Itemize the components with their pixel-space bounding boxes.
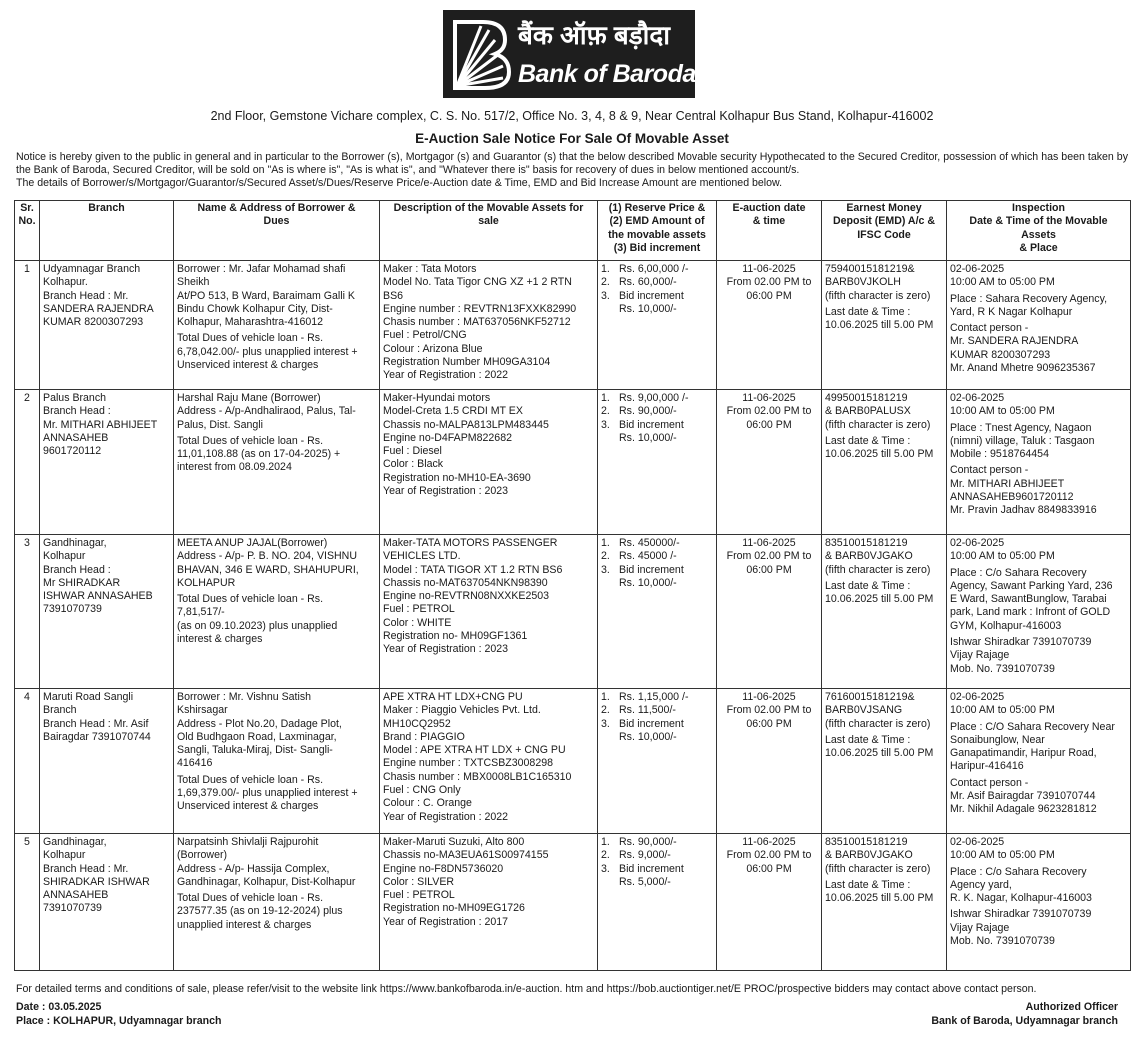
asset-line: Maker : Piaggio Vehicles Pvt. Ltd. — [383, 704, 541, 717]
reserve-item: 2. Rs. 60,000/- — [601, 276, 677, 289]
borrower-line: Sheikh — [177, 276, 210, 289]
footer-terms: For detailed terms and conditions of sale, please refer/visit to the website link https://www.bankofbaroda.in/e-auction. htm and https://bob.auctiontiger.net/E PROC/prospective bidders may contact above contact person. — [16, 983, 1037, 995]
asset-cell — [380, 689, 598, 834]
asset-line: Maker : Tata Motors — [383, 263, 477, 275]
asset-line: Year of Registration : 2023 — [383, 643, 509, 656]
inspection-cell — [947, 834, 1131, 971]
reserve-item: 3. Bid increment — [601, 418, 684, 431]
auction-cell — [717, 535, 822, 689]
auction-line: 11-06-2025 — [742, 263, 796, 275]
reserve-item: 3. Bid increment — [601, 289, 684, 302]
inspection-place-line: Agency yard, — [950, 878, 1012, 891]
inspection-cell — [947, 535, 1131, 689]
contact-line: Mr. Anand Mhetre 9096235367 — [950, 362, 1096, 375]
lastdate-line: Last date & Time : — [825, 579, 911, 592]
asset-line: Engine no-D4FAPM822682 — [383, 431, 512, 444]
branch-line: ISHWAR ANNASAHEB — [43, 590, 153, 603]
header-sr: Sr. No. — [15, 201, 40, 261]
reserve-cell — [598, 261, 717, 390]
inspection-cell — [947, 390, 1131, 535]
header-branch: Branch — [40, 201, 174, 261]
inspection-time-line: 02-06-2025 — [950, 836, 1005, 848]
borrower-line: Narpatsinh Shivlalji Rajpurohit — [177, 836, 319, 848]
reserve-list — [601, 691, 713, 731]
asset-line: VEHICLES LTD. — [383, 550, 461, 563]
notice-paragraph: Notice is hereby given to the public in general and in particular to the Borrower (s), Mortgagor (s) and Guarantor (s) that the below described Movable security Hypothecated to the Secured Creditor, possession of which has been taken by the Bank of Baroda, Secured Creditor, will be sold on "As is where is", "As is what is", and "Whatever there is" basis for recovery of dues in below mentioned account/s. — [16, 151, 1128, 176]
branch-line: Udyamnagar Branch — [43, 263, 141, 275]
asset-line: Year of Registration : 2023 — [383, 485, 509, 498]
borrower-line: Borrower : Mr. Jafar Mohamad shafi — [177, 263, 346, 275]
inspection-place-line: Place : C/o Sahara Recovery — [950, 865, 1087, 878]
emd-line: 49950015181219 — [825, 392, 908, 404]
branch-line: SANDERA RAJENDRA — [43, 302, 154, 315]
inspection-time-line: 10:00 AM to 05:00 PM — [950, 550, 1055, 563]
reserve-cell — [598, 689, 717, 834]
borrower-cell — [174, 834, 380, 971]
branch-line: Kolhapur — [43, 849, 86, 862]
inspection-time-line: 02-06-2025 — [950, 691, 1005, 703]
borrower-line: 416416 — [177, 757, 213, 770]
branch-line: Kolhapur — [43, 550, 86, 563]
contact-line: Mr. SANDERA RAJENDRA — [950, 335, 1079, 348]
reserve-item: 2. Rs. 9,000/- — [601, 849, 671, 862]
branch-cell — [40, 390, 174, 535]
asset-line: Fuel : Petrol/CNG — [383, 329, 467, 342]
emd-line: BARB0VJKOLH — [825, 276, 901, 289]
asset-line: MH10CQ2952 — [383, 717, 451, 730]
auction-line: 11-06-2025 — [742, 691, 796, 703]
asset-line: Maker-Maruti Suzuki, Alto 800 — [383, 836, 525, 848]
branch-line: Mr SHIRADKAR — [43, 576, 121, 589]
reserve-list — [601, 836, 713, 876]
reserve-item: 3. Bid increment — [601, 862, 684, 875]
borrower-line: Address - A/p- Hassija Complex, — [177, 862, 330, 875]
lastdate-line: Last date & Time : — [825, 434, 911, 447]
reserve-cell — [598, 390, 717, 535]
table-row — [15, 261, 1131, 390]
inspection-place-line: Haripur-416416 — [950, 760, 1024, 773]
contact-line: Mob. No. 7391070739 — [950, 662, 1055, 675]
asset-line: Fuel : Diesel — [383, 445, 442, 458]
branch-line: SHIRADKAR ISHWAR — [43, 875, 150, 888]
table-row — [15, 535, 1131, 689]
contact-line: ANNASAHEB9601720112 — [950, 491, 1074, 504]
contact-line: Mr. Asif Bairagdar 7391070744 — [950, 790, 1096, 803]
inspection-place-line: R. K. Nagar, Kolhapur-416003 — [950, 892, 1092, 905]
asset-line: Engine number : TXTCSBZ3008298 — [383, 757, 553, 770]
auction-line: 06:00 PM — [746, 717, 792, 730]
inspection-place-line: Place : C/o Sahara Recovery — [950, 566, 1087, 579]
branch-line: Bairagdar 7391070744 — [43, 730, 151, 743]
inspection-time-line: 10:00 AM to 05:00 PM — [950, 276, 1055, 289]
baroda-sun-icon — [449, 16, 513, 92]
borrower-line: Gandhinagar, Kolhapur, Dist-Kolhapur — [177, 875, 356, 888]
branch-line: Branch Head : Mr. Asif — [43, 717, 149, 730]
asset-line: Color : SILVER — [383, 875, 455, 888]
sr-cell: 1 — [15, 261, 40, 390]
asset-line: Fuel : PETROL — [383, 889, 455, 902]
auction-cell — [717, 390, 822, 535]
contact-line: Contact person - — [950, 776, 1029, 789]
borrower-line: BHAVAN, 346 E WARD, SHAHUPURI, — [177, 563, 359, 576]
asset-line: Engine no-REVTRN08NXXKE2503 — [383, 590, 550, 603]
asset-line: Maker-Hyundai motors — [383, 392, 491, 404]
inspection-time-line: 10:00 AM to 05:00 PM — [950, 849, 1055, 862]
asset-line: Maker-TATA MOTORS PASSENGER — [383, 537, 558, 549]
emd-line: 83510015181219 — [825, 836, 908, 848]
logo-english-text: Bank of Baroda — [518, 60, 696, 88]
contact-line: Vijay Rajage — [950, 649, 1010, 662]
borrower-line: Borrower : Mr. Vishnu Satish — [177, 691, 312, 703]
contact-line: Mr. Nikhil Adagale 9623281812 — [950, 803, 1097, 816]
inspection-place-line: Place : Sahara Recovery Agency, — [950, 292, 1108, 305]
borrower-cell — [174, 535, 380, 689]
reserve-list — [601, 263, 713, 303]
bid-increment-value: Rs. 10,000/- — [619, 730, 677, 743]
branch-address: 2nd Floor, Gemstone Vichare complex, C. S. No. 517/2, Office No. 3, 4, 8 & 9, Near Central Kolhapur Bus Stand, Kolhapur-416002 — [210, 109, 934, 123]
asset-line: Brand : PIAGGIO — [383, 730, 465, 743]
auction-cell — [717, 834, 822, 971]
borrower-line: Address - A/p- P. B. NO. 204, VISHNU — [177, 550, 357, 563]
reserve-item: 2. Rs. 11,500/- — [601, 704, 676, 717]
branch-cell — [40, 834, 174, 971]
auction-line: From 02.00 PM to — [726, 704, 812, 717]
borrower-line: (Borrower) — [177, 849, 228, 862]
asset-line: Engine no-F8DN5736020 — [383, 862, 504, 875]
footer-date: Date : 03.05.2025 — [16, 1001, 102, 1013]
branch-line: Branch Head : Mr. — [43, 289, 129, 302]
contact-line: Contact person - — [950, 464, 1029, 477]
footer-place: Place : KOLHAPUR, Udyamnagar branch — [16, 1015, 222, 1027]
asset-line: APE XTRA HT LDX+CNG PU — [383, 691, 523, 703]
borrower-cell — [174, 390, 380, 535]
asset-line: Model-Creta 1.5 CRDI MT EX — [383, 405, 523, 418]
header-emd: Earnest Money Deposit (EMD) A/c & IFSC Code — [822, 201, 947, 261]
contact-line: Mob. No. 7391070739 — [950, 935, 1055, 948]
branch-line: Palus Branch — [43, 392, 107, 404]
footer-row-2 — [16, 1015, 1118, 1027]
auction-line: From 02.00 PM to — [726, 849, 812, 862]
reserve-item: 1. Rs. 6,00,000 /- — [601, 263, 689, 275]
dues-line: Unserviced interest & charges — [177, 359, 319, 372]
sr-cell: 5 — [15, 834, 40, 971]
branch-line: 7391070739 — [43, 902, 102, 915]
branch-line: Mr. MITHARI ABHIJEET — [43, 418, 158, 431]
bid-increment-value: Rs. 10,000/- — [619, 576, 677, 589]
asset-line: Chasis number : MAT637056NKF52712 — [383, 316, 571, 329]
inspection-place-line: E Ward, SawantBunglow, Tarabai — [950, 593, 1107, 606]
dues-line: Total Dues of vehicle loan - Rs. — [177, 332, 324, 345]
asset-cell — [380, 390, 598, 535]
branch-line: Maruti Road Sangli — [43, 691, 134, 703]
auction-line: From 02.00 PM to — [726, 550, 812, 563]
header-auction-date: E-auction date & time — [717, 201, 822, 261]
emd-line: (fifth character is zero) — [825, 289, 931, 302]
inspection-place-line: GYM, Kolhapur-416003 — [950, 619, 1062, 632]
branch-cell — [40, 689, 174, 834]
inspection-place-line: Ganapatimandir, Haripur Road, — [950, 747, 1097, 760]
borrower-line: Palus, Dist. Sangli — [177, 418, 263, 431]
dues-line: Total Dues of vehicle loan - Rs. — [177, 434, 324, 447]
auction-line: 06:00 PM — [746, 289, 792, 302]
auction-line: 06:00 PM — [746, 563, 792, 576]
asset-line: BS6 — [383, 289, 404, 302]
lastdate-line: 10.06.2025 till 5.00 PM — [825, 319, 934, 332]
asset-line: Registration no-MH09EG1726 — [383, 902, 525, 915]
inspection-cell — [947, 261, 1131, 390]
emd-line: & BARB0VJGAKO — [825, 849, 913, 862]
asset-line: Engine number : REVTRN13FXXK82990 — [383, 302, 577, 315]
asset-cell — [380, 261, 598, 390]
branch-line: ANNASAHEB — [43, 431, 109, 444]
sr-cell: 4 — [15, 689, 40, 834]
asset-cell — [380, 834, 598, 971]
inspection-time-line: 10:00 AM to 05:00 PM — [950, 704, 1055, 717]
asset-line: Model : APE XTRA HT LDX + CNG PU — [383, 744, 566, 757]
asset-line: Chassis no-MALPA813LPM483445 — [383, 418, 549, 431]
inspection-place-line: Yard, R K Nagar Kolhapur — [950, 305, 1073, 318]
auction-line: From 02.00 PM to — [726, 276, 812, 289]
asset-line: Chasis number : MBX0008LB1C165310 — [383, 770, 572, 783]
contact-line: Vijay Rajage — [950, 921, 1010, 934]
auction-table — [14, 200, 1131, 971]
dues-line: Total Dues of vehicle loan - Rs. — [177, 593, 324, 606]
lastdate-line: Last date & Time : — [825, 878, 911, 891]
contact-line: Ishwar Shiradkar 7391070739 — [950, 636, 1092, 649]
lastdate-line: 10.06.2025 till 5.00 PM — [825, 448, 934, 461]
reserve-item: 2. Rs. 90,000/- — [601, 405, 677, 418]
auction-line: 06:00 PM — [746, 418, 792, 431]
lastdate-line: Last date & Time : — [825, 305, 911, 318]
sr-cell: 2 — [15, 390, 40, 535]
dues-line: Total Dues of vehicle loan - Rs. — [177, 773, 324, 786]
lastdate-line: 10.06.2025 till 5.00 PM — [825, 747, 934, 760]
borrower-line: KOLHAPUR — [177, 576, 236, 589]
auction-line: From 02.00 PM to — [726, 405, 812, 418]
lastdate-line: 10.06.2025 till 5.00 PM — [825, 892, 934, 905]
header-inspection: Inspection Date & Time of the Movable Assets & Place — [947, 201, 1131, 261]
reserve-list — [601, 537, 713, 577]
borrower-line: Bindu Chowk Kolhapur City, Dist- — [177, 302, 333, 315]
table-header-row — [15, 201, 1131, 261]
emd-cell — [822, 261, 947, 390]
inspection-time-line: 02-06-2025 — [950, 392, 1005, 404]
header-description: Description of the Movable Assets for sale — [380, 201, 598, 261]
emd-line: (fifth character is zero) — [825, 563, 931, 576]
borrower-line: MEETA ANUP JAJAL(Borrower) — [177, 537, 328, 549]
emd-line: (fifth character is zero) — [825, 418, 931, 431]
inspection-place-line: (nimni) village, Taluk : Tasgaon — [950, 434, 1095, 447]
borrower-line: At/PO 513, B Ward, Baraimam Galli K — [177, 289, 355, 302]
inspection-place-line: Place : C/O Sahara Recovery Near — [950, 720, 1115, 733]
dues-line: Total Dues of vehicle loan - Rs. — [177, 892, 324, 905]
dues-line: Unserviced interest & charges — [177, 800, 319, 813]
borrower-line: Kshirsagar — [177, 704, 228, 717]
emd-line: 83510015181219 — [825, 537, 908, 549]
asset-line: Chassis no-MAT637054NKN98390 — [383, 576, 548, 589]
asset-line: Registration Number MH09GA3104 — [383, 356, 551, 369]
reserve-list — [601, 392, 713, 432]
borrower-line: Address - Plot No.20, Dadage Plot, — [177, 717, 342, 730]
borrower-line: Old Budhgaon Road, Laxminagar, — [177, 730, 337, 743]
auction-line: 11-06-2025 — [742, 836, 796, 848]
bank-logo — [443, 10, 695, 98]
inspection-time-line: 02-06-2025 — [950, 537, 1005, 549]
auction-line: 11-06-2025 — [742, 537, 796, 549]
reserve-cell — [598, 535, 717, 689]
dues-line: interest & charges — [177, 633, 263, 646]
branch-line: Kolhapur. — [43, 276, 88, 289]
borrower-cell — [174, 689, 380, 834]
bid-increment-value: Rs. 10,000/- — [619, 302, 677, 315]
asset-line: Year of Registration : 2017 — [383, 915, 509, 928]
auction-line: 06:00 PM — [746, 862, 792, 875]
inspection-time-line: 02-06-2025 — [950, 263, 1005, 275]
inspection-time-line: 10:00 AM to 05:00 PM — [950, 405, 1055, 418]
contact-line: Mr. MITHARI ABHIJEET — [950, 477, 1065, 490]
header-reserve: (1) Reserve Price & (2) EMD Amount of the movable assets (3) Bid increment — [598, 201, 717, 261]
asset-line: Model No. Tata Tigor CNG XZ +1 2 RTN — [383, 276, 572, 289]
inspection-cell — [947, 689, 1131, 834]
asset-line: Model : TATA TIGOR XT 1.2 RTN BS6 — [383, 563, 563, 576]
branch-line: Branch — [43, 704, 77, 717]
logo-hindi-text: बैंक ऑफ़ बड़ौदा — [518, 20, 670, 50]
reserve-item: 1. Rs. 9,00,000 /- — [601, 392, 689, 404]
dues-line: unapplied interest & charges — [177, 918, 312, 931]
emd-line: (fifth character is zero) — [825, 717, 931, 730]
emd-line: 76160015181219& — [825, 691, 915, 703]
emd-cell — [822, 834, 947, 971]
branch-line: Gandhinagar, — [43, 836, 107, 848]
branch-line: 7391070739 — [43, 603, 102, 616]
auction-line: 11-06-2025 — [742, 392, 796, 404]
asset-line: Registration no- MH09GF1361 — [383, 630, 528, 643]
asset-line: Fuel : CNG Only — [383, 784, 461, 797]
borrower-line: Harshal Raju Mane (Borrower) — [177, 392, 321, 404]
dues-line: 6,78,042.00/- plus unapplied interest + — [177, 345, 358, 358]
contact-line: KUMAR 8200307293 — [950, 348, 1051, 361]
borrower-cell — [174, 261, 380, 390]
emd-line: (fifth character is zero) — [825, 862, 931, 875]
emd-line: 75940015181219& — [825, 263, 915, 275]
inspection-place-line: park, Land mark : Infront of GOLD — [950, 606, 1111, 619]
dues-line: interest from 08.09.2024 — [177, 461, 292, 474]
notice-text — [16, 151, 1128, 190]
borrower-line: Address - A/p-Andhalirаod, Palus, Tal- — [177, 405, 356, 418]
emd-cell — [822, 390, 947, 535]
asset-line: Colour : Arizona Blue — [383, 342, 483, 355]
branch-line: Branch Head : — [43, 405, 111, 418]
asset-cell — [380, 535, 598, 689]
header-borrower: Name & Address of Borrower & Dues — [174, 201, 380, 261]
sr-cell: 3 — [15, 535, 40, 689]
reserve-cell — [598, 834, 717, 971]
reserve-item: 3. Bid increment — [601, 717, 684, 730]
notice-title: E-Auction Sale Notice For Sale Of Movable Asset — [415, 131, 729, 146]
branch-line: ANNASAHEB — [43, 889, 109, 902]
emd-line: & BARB0PALUSX — [825, 405, 911, 418]
contact-line: Ishwar Shiradkar 7391070739 — [950, 908, 1092, 921]
auction-cell — [717, 261, 822, 390]
contact-line: Contact person - — [950, 322, 1029, 335]
auction-cell — [717, 689, 822, 834]
dues-line: 7,81,517/- — [177, 606, 225, 619]
branch-line: Branch Head : Mr. — [43, 862, 129, 875]
emd-line: BARB0VJSANG — [825, 704, 903, 717]
bid-increment-value: Rs. 10,000/- — [619, 431, 677, 444]
branch-line: KUMAR 8200307293 — [43, 316, 144, 329]
lastdate-line: Last date & Time : — [825, 733, 911, 746]
lastdate-line: 10.06.2025 till 5.00 PM — [825, 593, 934, 606]
asset-line: Year of Registration : 2022 — [383, 810, 509, 823]
asset-line: Color : Black — [383, 458, 444, 471]
reserve-item: 1. Rs. 90,000/- — [601, 836, 677, 848]
asset-line: Chassis no-MA3EUA61S00974155 — [383, 849, 549, 862]
asset-line: Colour : C. Orange — [383, 797, 472, 810]
bid-increment-value: Rs. 5,000/- — [619, 875, 671, 888]
footer-row-1 — [16, 1001, 1118, 1013]
contact-line: Mr. Pravin Jadhav 8849833916 — [950, 504, 1097, 517]
table-row — [15, 834, 1131, 971]
branch-line: Gandhinagar, — [43, 537, 107, 549]
dues-line: 1,69,379.00/- plus unapplied interest + — [177, 787, 358, 800]
table-row — [15, 390, 1131, 535]
asset-line: Fuel : PETROL — [383, 603, 455, 616]
branch-cell — [40, 261, 174, 390]
branch-line: 9601720112 — [43, 445, 102, 458]
emd-cell — [822, 535, 947, 689]
reserve-item: 1. Rs. 450000/- — [601, 537, 680, 549]
borrower-line: Kolhapur, Maharashtra-416012 — [177, 316, 324, 329]
asset-line: Color : WHITE — [383, 616, 452, 629]
borrower-line: Sangli, Taluka-Miraj, Dist- Sangli- — [177, 744, 333, 757]
emd-line: & BARB0VJGAKO — [825, 550, 913, 563]
dues-line: 11,01,108.88 (as on 17-04-2025) + — [177, 448, 341, 461]
dues-line: 237577.35 (as on 19-12-2024) plus — [177, 905, 343, 918]
footer-bank: Bank of Baroda, Udyamnagar branch — [931, 1015, 1118, 1027]
footer-officer: Authorized Officer — [1025, 1001, 1118, 1013]
reserve-item: 1. Rs. 1,15,000 /- — [601, 691, 689, 703]
inspection-place-line: Mobile : 9518764454 — [950, 448, 1049, 461]
inspection-place-line: Place : Tnest Agency, Nagaon — [950, 421, 1092, 434]
notice-details-line: The details of Borrower/s/Mortgagor/Guarantor/s/Secured Asset/s/Dues/Reserve Price/e-Auction date & Time, EMD and Bid Increase Amount are mentioned below. — [16, 177, 783, 189]
emd-cell — [822, 689, 947, 834]
reserve-item: 3. Bid increment — [601, 563, 684, 576]
dues-line: (as on 09.10.2023) plus unapplied — [177, 619, 338, 632]
table-row — [15, 689, 1131, 834]
inspection-place-line: Agency, Sawant Parking Yard, 236 — [950, 579, 1113, 592]
inspection-place-line: Sonaibunglow, Near — [950, 733, 1045, 746]
branch-cell — [40, 535, 174, 689]
asset-line: Registration no-MH10-EA-3690 — [383, 471, 531, 484]
reserve-item: 2. Rs. 45000 /- — [601, 550, 677, 563]
branch-line: Branch Head : — [43, 563, 111, 576]
asset-line: Year of Registration : 2022 — [383, 369, 509, 382]
